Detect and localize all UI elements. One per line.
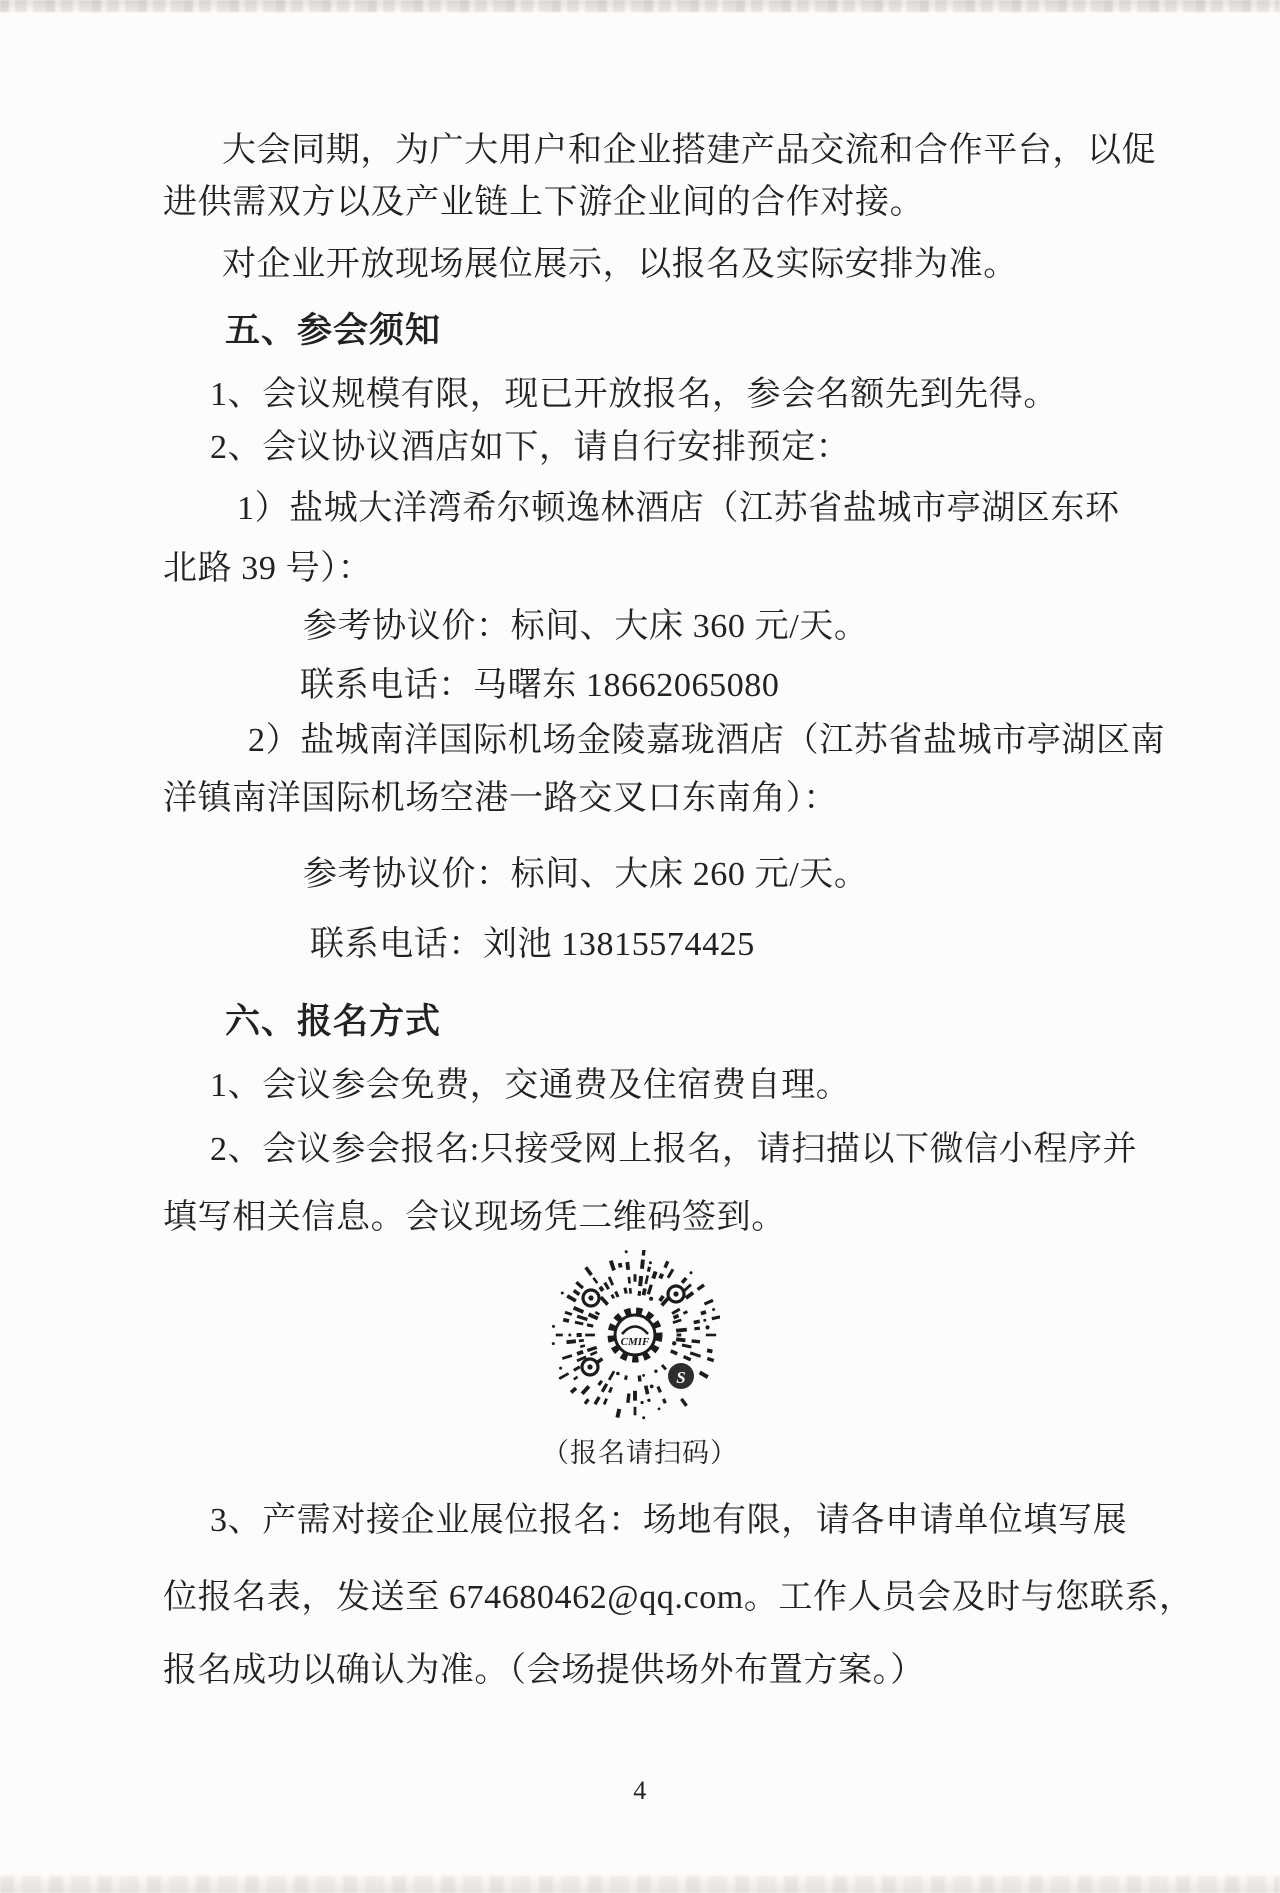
hotel-2-name-line2: 洋镇南洋国际机场空港一路交叉口东南角）： <box>163 780 838 817</box>
notice-item-2: 2、会议协议酒店如下，请自行安排预定： <box>210 429 851 466</box>
booth-signup-item-3-line1: 3、产需对接企业展位报名：场地有限，请各申请单位填写展 <box>210 1502 1128 1539</box>
intro-paragraph-line2: 进供需双方以及产业链上下游企业间的合作对接。 <box>163 184 925 221</box>
section-6-heading: 六、报名方式 <box>225 1002 442 1041</box>
booth-signup-item-3-line2: 位报名表，发送至 674680462@qq.com。工作人员会及时与您联系， <box>163 1579 1194 1616</box>
miniprogram-badge <box>668 1363 694 1389</box>
wechat-miniprogram-qr-code <box>550 1250 720 1420</box>
signup-item-2-line2: 填写相关信息。会议现场凭二维码签到。 <box>163 1199 786 1236</box>
hotel-1-name-line1: 1）盐城大洋湾希尔顿逸林酒店（江苏省盐城市亭湖区东环 <box>237 490 1120 527</box>
signup-item-1: 1、会议参会免费，交通费及住宿费自理。 <box>210 1067 851 1104</box>
intro-paragraph-line1: 大会同期，为广大用户和企业搭建产品交流和合作平台，以促 <box>222 132 1157 169</box>
hotel-1-name-line2: 北路 39 号）： <box>163 550 373 587</box>
hotel-2-name-line1: 2）盐城南洋国际机场金陵嘉珑酒店（江苏省盐城市亭湖区南 <box>248 722 1166 759</box>
hotel-1-price-line: 参考协议价：标间、大床 360 元/天。 <box>303 608 869 645</box>
cmif-logo-text: CMIF <box>620 1336 650 1348</box>
qr-caption: （报名请扫码） <box>542 1438 738 1468</box>
scan-artifact-bottom-edge <box>0 1876 1280 1893</box>
booth-note-line: 对企业开放现场展位展示，以报名及实际安排为准。 <box>222 246 1018 283</box>
scan-artifact-top-edge <box>0 0 1280 12</box>
hotel-2-contact-line: 联系电话：刘池 13815574425 <box>310 926 755 963</box>
miniprogram-badge-glyph: S <box>676 1368 686 1387</box>
signup-item-2-line1: 2、会议参会报名:只接受网上报名，请扫描以下微信小程序并 <box>210 1131 1138 1168</box>
hotel-1-contact-line: 联系电话：马曙东 18662065080 <box>300 667 780 704</box>
booth-signup-item-3-line3: 报名成功以确认为准。（会场提供场外布置方案。） <box>163 1652 925 1689</box>
notice-item-1: 1、会议规模有限，现已开放报名，参会名额先到先得。 <box>210 376 1058 413</box>
page-number: 4 <box>633 1776 647 1805</box>
hotel-2-price-line: 参考协议价：标间、大床 260 元/天。 <box>303 856 869 893</box>
section-5-heading: 五、参会须知 <box>225 311 442 350</box>
